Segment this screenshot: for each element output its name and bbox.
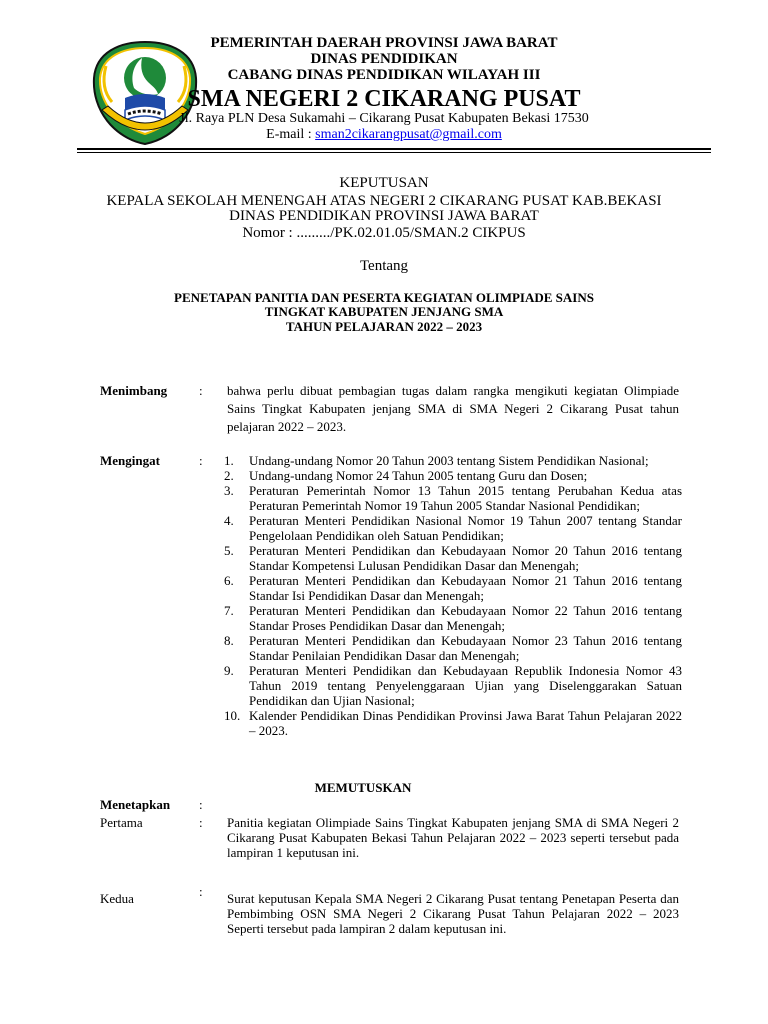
- list-item: 5. Peraturan Menteri Pendidikan dan Kebudayaan Nomor 20 Tahun 2016 tentang Standar Kompetensi Lulusan Pendidikan Dasar dan Menengah;: [224, 543, 682, 573]
- mengingat-colon: :: [199, 453, 203, 468]
- subject-line-2: TINGKAT KABUPATEN JENJANG SMA: [264, 304, 504, 319]
- list-item: 3. Peraturan Pemerintah Nomor 13 Tahun 2015 tentang Perubahan Kedua atas Peraturan Pemerintah Nomor 19 Tahun 2005 Standar Nasional Pendidikan;: [224, 483, 682, 513]
- pertama-colon: :: [199, 815, 203, 830]
- kedua-colon: :: [199, 884, 203, 899]
- email-link[interactable]: sman2cikarangpusat@gmail.com: [315, 127, 502, 142]
- header-divider-thick: [77, 148, 711, 150]
- government-line: PEMERINTAH DAERAH PROVINSI JAWA BARAT: [210, 35, 558, 51]
- kedua-text: Surat keputusan Kepala SMA Negeri 2 Cikarang Pusat tentang Penetapan Peserta dan Pembimbing OSN SMA Negeri 2 Cikarang Pusat Tahun Pelajaran 2022 – 2023 Seperti tersebut pada lampiran 2 dalam keputusan ini.: [227, 891, 679, 936]
- list-item: 1. Undang-undang Nomor 20 Tahun 2003 tentang Sistem Pendidikan Nasional;: [224, 453, 649, 468]
- list-item: 7. Peraturan Menteri Pendidikan dan Kebudayaan Nomor 22 Tahun 2016 tentang Standar Proses Pendidikan Dasar dan Menengah;: [224, 603, 682, 633]
- tentang-label: Tentang: [359, 258, 409, 274]
- pertama-label: Pertama: [100, 815, 143, 830]
- pertama-text: Panitia kegiatan Olimpiade Sains Tingkat Kabupaten jenjang SMA di SMA Negeri 2 Cikarang Pusat Kabupaten Bekasi Tahun Pelajaran 2022 – 2023 seperti tersebut pada lampiran 1 keputusan ini.: [227, 815, 679, 860]
- menimbang-colon: :: [199, 383, 203, 398]
- memutuskan-heading: MEMUTUSKAN: [314, 780, 412, 795]
- subject-line-3: TAHUN PELAJARAN 2022 – 2023: [285, 319, 483, 334]
- email-row: [0, 127, 768, 143]
- decree-title: KEPUTUSAN: [339, 175, 429, 191]
- kedua-label: Kedua: [100, 891, 134, 906]
- menimbang-text: bahwa perlu dibuat pembagian tugas dalam rangka mengikuti kegiatan Olimpiade Sains Tingkat Kabupaten jenjang SMA di SMA Negeri 2 Cikarang Pusat tahun pelajaran 2022 – 2023.: [227, 383, 679, 434]
- email-label: E-mail :: [266, 127, 316, 142]
- list-item: 2. Undang-undang Nomor 24 Tahun 2005 tentang Guru dan Dosen;: [224, 468, 588, 483]
- list-item: 4. Peraturan Menteri Pendidikan Nasional Nomor 19 Tahun 2007 tentang Standar Pengelolaan Pendidikan oleh Satuan Pendidikan;: [224, 513, 682, 543]
- list-item: 8. Peraturan Menteri Pendidikan dan Kebudayaan Nomor 23 Tahun 2016 tentang Standar Penilaian Pendidikan Dasar dan Menengah;: [224, 633, 682, 663]
- menetapkan-colon: :: [199, 797, 203, 812]
- list-item: 9. Peraturan Menteri Pendidikan dan Kebudayaan Republik Indonesia Nomor 43 Tahun 2019 tentang Penyelenggaraan Ujian yang Diselenggarakan Satuan Pendidikan dan Ujian Nasional;: [224, 663, 682, 708]
- list-item: 6. Peraturan Menteri Pendidikan dan Kebudayaan Nomor 21 Tahun 2016 tentang Standar Isi Pendidikan Dasar dan Menengah;: [224, 573, 682, 603]
- department-line: DINAS PENDIDIKAN: [310, 51, 458, 67]
- list-item: 10. Kalender Pendidikan Dinas Pendidikan Provinsi Jawa Barat Tahun Pelajaran 2022 – 2023.: [224, 708, 682, 738]
- school-name: SMA NEGERI 2 CIKARANG PUSAT: [187, 86, 581, 112]
- school-address: Jl. Raya PLN Desa Sukamahi – Cikarang Pusat Kabupaten Bekasi 17530: [179, 111, 589, 126]
- decree-agency: DINAS PENDIDIKAN PROVINSI JAWA BARAT: [229, 208, 539, 224]
- menetapkan-label: Menetapkan: [100, 797, 171, 812]
- subject-line-1: PENETAPAN PANITIA DAN PESERTA KEGIATAN OLIMPIADE SAINS: [174, 290, 594, 305]
- menimbang-label: Menimbang: [100, 383, 168, 398]
- header-divider-thin: [77, 152, 711, 153]
- mengingat-list: [224, 453, 682, 738]
- branch-line: CABANG DINAS PENDIDIKAN WILAYAH III: [227, 67, 541, 83]
- decree-number: Nomor : ........./PK.02.01.05/SMAN.2 CIKPUS: [242, 225, 526, 241]
- decree-issuer: KEPALA SEKOLAH MENENGAH ATAS NEGERI 2 CIKARANG PUSAT KAB.BEKASI: [106, 193, 662, 209]
- mengingat-label: Mengingat: [100, 453, 160, 468]
